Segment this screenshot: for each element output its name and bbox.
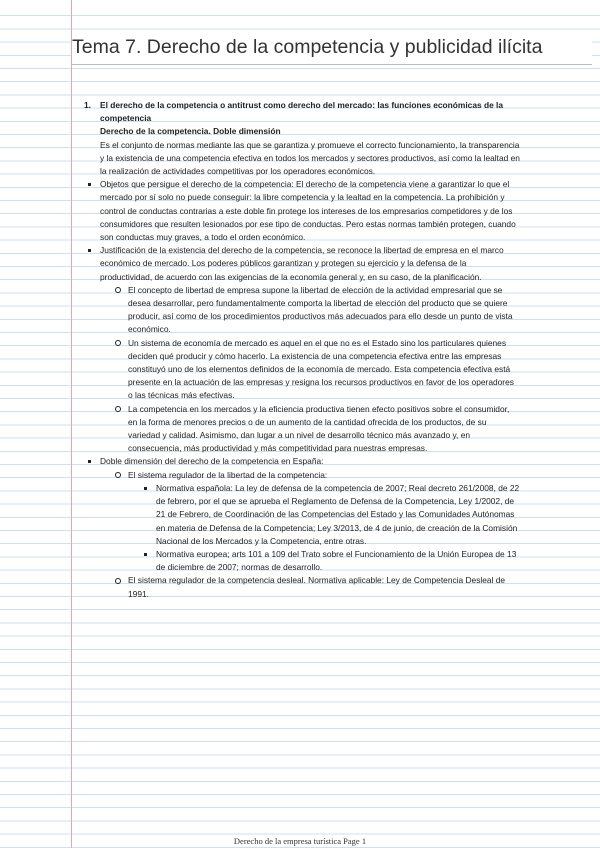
circle-bullet-icon [115,287,121,293]
section-heading [80,99,520,125]
section-number: 1. [84,100,91,110]
circle-bullet-icon [115,406,121,412]
page-footer: Derecho de la empresa turística Page 1 [233,836,367,846]
section-subheading: Derecho de la competencia. Doble dimensión [100,126,281,137]
margin-line [71,0,72,848]
circle-bullet-icon [115,340,121,346]
square-bullet-icon [88,460,91,463]
sub-list-item: El sistema regulador de la competencia desleal. Normativa aplicable: Ley de Competencia Desleal de 1991. [80,574,520,600]
page-title: Tema 7. Derecho de la competencia y publicidad ilícita [72,36,592,59]
sub-list-item: La competencia en los mercados y la eficiencia productiva tienen efecto positivos sobre el consumidor, en la forma de menores precios o de un aumento de la cantidad ofrecida de los productos, de su variedad y calidad. Asimismo, dan lugar a un nivel de desarrollo técnico más avanzado y, en consecuencia, más productividad y más competitividad para nuestras empresas. [80,403,520,456]
square-bullet-icon [144,553,147,556]
title-rule [72,64,592,65]
square-bullet-icon [88,249,91,252]
sub-list-item: Un sistema de economía de mercado es aquel en el que no es el Estado sino los particulares quienes deciden qué producir y cómo hacerlo. La existencia de una competencia efectiva entre las empresas constituyó uno de los elementos definidos de la economía de mercado. Esta competencia efectiva está presente en la actuación de las empresas y resigna los recursos productivos en favor de los operadores o las técnicas más efectivas. [80,337,520,403]
sub-sub-list-item: Normativa europea; arts 101 a 109 del Trato sobre el Funcionamiento de la Unión Europea de 13 de diciembre de 2007; normas de desarrollo. [80,548,520,574]
section-intro: Es el conjunto de normas mediante las que se garantiza y promueve el correcto funcionamiento, la transparencia y la existencia de una competencia efectiva en todos los mercados y sectores productivos, así como la lealtad en la realización de actividades competitivas por los operadores económicos. [100,139,520,177]
page-content [80,99,520,601]
list-item: Objetos que persigue el derecho de la competencia: El derecho de la competencia viene a garantizar lo que el mercado por sí solo no puede conseguir: la libre competencia y la lealtad en la competencia. La prohibición y control de conductas contrarias a este doble fin protege los intereses de los empresarios competidores y de los consumidores que resulten lesionados por ese tipo de conductas. Pero estas normas también protegen, cuando son conductas muy graves, a todo el orden económico. [80,178,520,244]
list-item: Justificación de la existencia del derecho de la competencia, se reconoce la libertad de empresa en el marco económico de mercado. Los poderes públicos garantizan y protegen su ejercicio y la defensa de la productividad, de acuerdo con las exigencias de la economía general y, en su caso, de la planificación. [80,244,520,284]
list-item: Doble dimensión del derecho de la competencia en España: [80,455,520,468]
circle-bullet-icon [115,578,121,584]
square-bullet-icon [144,487,147,490]
sub-sub-list-item: Normativa española: La ley de defensa de la competencia de 2007; Real decreto 261/2008, de 22 de febrero, por el que se aprueba el Reglamento de Defensa de la Competencia, Ley 1/2002, de 21 de Febrero, de Coordinación de las Competencias del Estado y las Comunidades Autónomas en materia de Defensa de la Competencia; Ley 3/2013, de 4 de junio, de creación de la Comisión Nacional de los Mercados y la Competencia, entre otras. [80,482,520,548]
sub-list-item: El sistema regulador de la libertad de la competencia: [80,469,520,482]
section-heading-text: El derecho de la competencia o antitrust como derecho del mercado: las funciones económicas de la competencia [100,100,504,124]
circle-bullet-icon [115,472,121,478]
sub-list-item: El concepto de libertad de empresa supone la libertad de elección de la actividad empresarial que se desea desarrollar, pero fundamentalmente comporta la libertad de elección del producto que se quiere producir, así como de los procedimientos productivos más adecuados para ello desde un punto de vista económico. [80,284,520,337]
square-bullet-icon [88,183,91,186]
